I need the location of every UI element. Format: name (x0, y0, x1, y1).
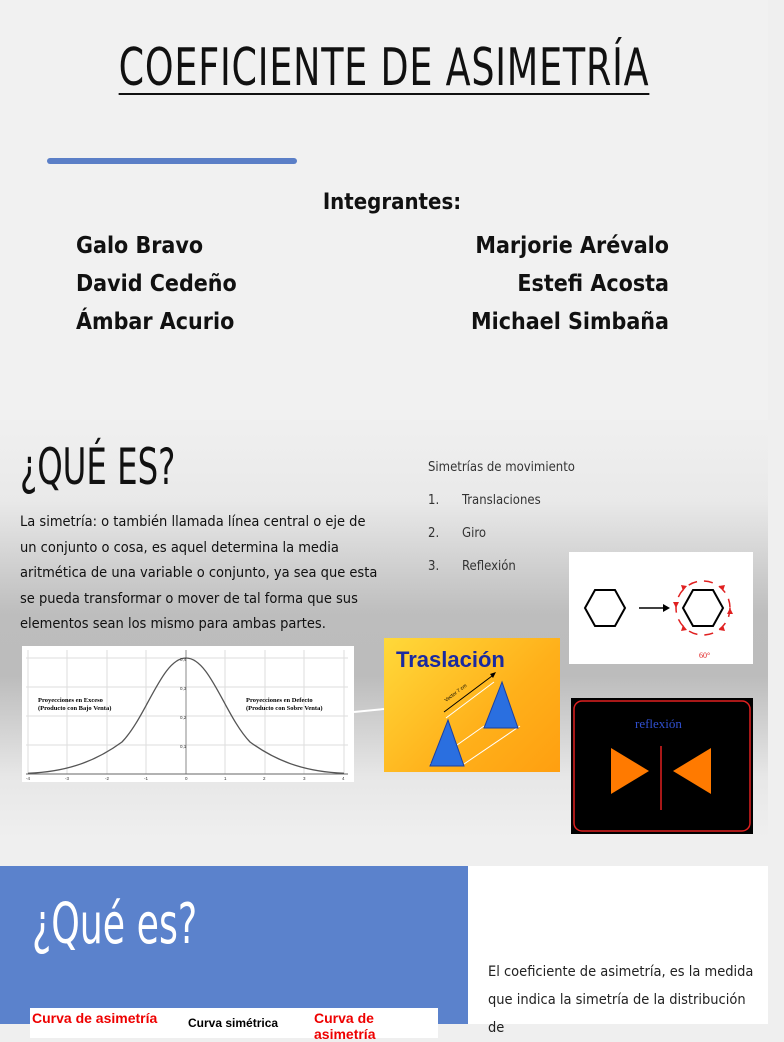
y-tick-label: 0,2 (180, 715, 187, 720)
curve-label-right: Curva de asimetría (314, 1010, 376, 1042)
x-tick-label: 4 (342, 776, 345, 781)
normal-distribution-image (22, 646, 354, 782)
symmetries-title: Simetrías de movimiento (428, 460, 575, 475)
member-name: Estefi Acosta (517, 271, 669, 297)
curve-label-left: Curva de asimetría (32, 1010, 158, 1026)
presentation-title: COEFICIENTE DE ASIMETRÍA (118, 38, 650, 98)
list-number: 3. (428, 559, 440, 574)
rotation-image (569, 552, 753, 664)
connector-line (354, 706, 384, 716)
y-tick-label: 0,3 (180, 686, 187, 691)
symmetry-paragraph: La simetría: o también llamada línea central o eje de un conjunto o cosa, es aquel determina la media aritmética de una variable o conjunto, ya sea que esta se pueda transformar o mover de tal forma que sus elementos sean los mismo para ambas partes. (20, 514, 378, 632)
graph-left-label-1: Proyecciones en Exceso (38, 697, 103, 704)
vector-label: Vector 7 cm (443, 682, 469, 704)
x-tick-label: 3 (303, 776, 306, 781)
curve-label-middle: Curva simétrica (188, 1016, 279, 1030)
rotation-angle-label: 60° (699, 651, 711, 660)
x-tick-label: 0 (185, 776, 188, 781)
x-tick-label: -2 (105, 776, 110, 781)
slide-heading: ¿Qué es? (32, 892, 198, 957)
graph-left-label-2: (Producto con Bajo Venta) (38, 705, 112, 712)
list-item (428, 493, 541, 508)
x-tick-label: 1 (224, 776, 227, 781)
member-name: Marjorie Arévalo (475, 233, 669, 259)
coefficient-slide (0, 866, 768, 1042)
y-tick-label: 0,1 (180, 744, 187, 749)
list-number: 2. (428, 526, 440, 541)
list-number: 1. (428, 493, 440, 508)
y-tick-label: 0,4 (180, 657, 187, 662)
hexagon-original (585, 590, 625, 626)
list-item (428, 526, 486, 541)
x-tick-label: -4 (26, 776, 31, 781)
triangle-left (611, 748, 649, 794)
list-label: Reflexión (462, 559, 516, 574)
translation-title: Traslación (396, 647, 505, 672)
slide-heading: ¿QUÉ ES? (20, 438, 176, 496)
x-tick-label: 2 (263, 776, 266, 781)
definition-slide (0, 432, 768, 838)
accent-bar (47, 158, 297, 164)
x-tick-label: -3 (65, 776, 70, 781)
list-item (428, 559, 516, 574)
coefficient-paragraph: El coeficiente de asimetría, es la medida que indica la simetría de la distribución de (488, 964, 754, 1036)
member-name: David Cedeño (76, 271, 237, 297)
reflection-image (571, 698, 753, 834)
graph-right-label-2: (Producto con Sobre Venta) (246, 705, 323, 712)
hexagon-rotated (683, 590, 723, 626)
member-name: Michael Simbaña (471, 309, 669, 335)
triangle-right (673, 748, 711, 794)
triangle-translated (484, 682, 518, 728)
list-label: Giro (462, 526, 486, 541)
translation-image (384, 638, 560, 772)
title-slide (0, 0, 768, 420)
curves-image (30, 1008, 438, 1042)
graph-right-label-1: Proyecciones en Defecto (246, 697, 313, 704)
x-tick-label: -1 (144, 776, 149, 781)
members-heading: Integrantes: (322, 190, 462, 215)
reflection-title: reflexión (635, 716, 682, 731)
member-name: Galo Bravo (76, 233, 204, 259)
triangle-original (430, 720, 464, 766)
list-label: Translaciones (462, 493, 541, 508)
member-name: Ámbar Acurio (76, 309, 235, 335)
